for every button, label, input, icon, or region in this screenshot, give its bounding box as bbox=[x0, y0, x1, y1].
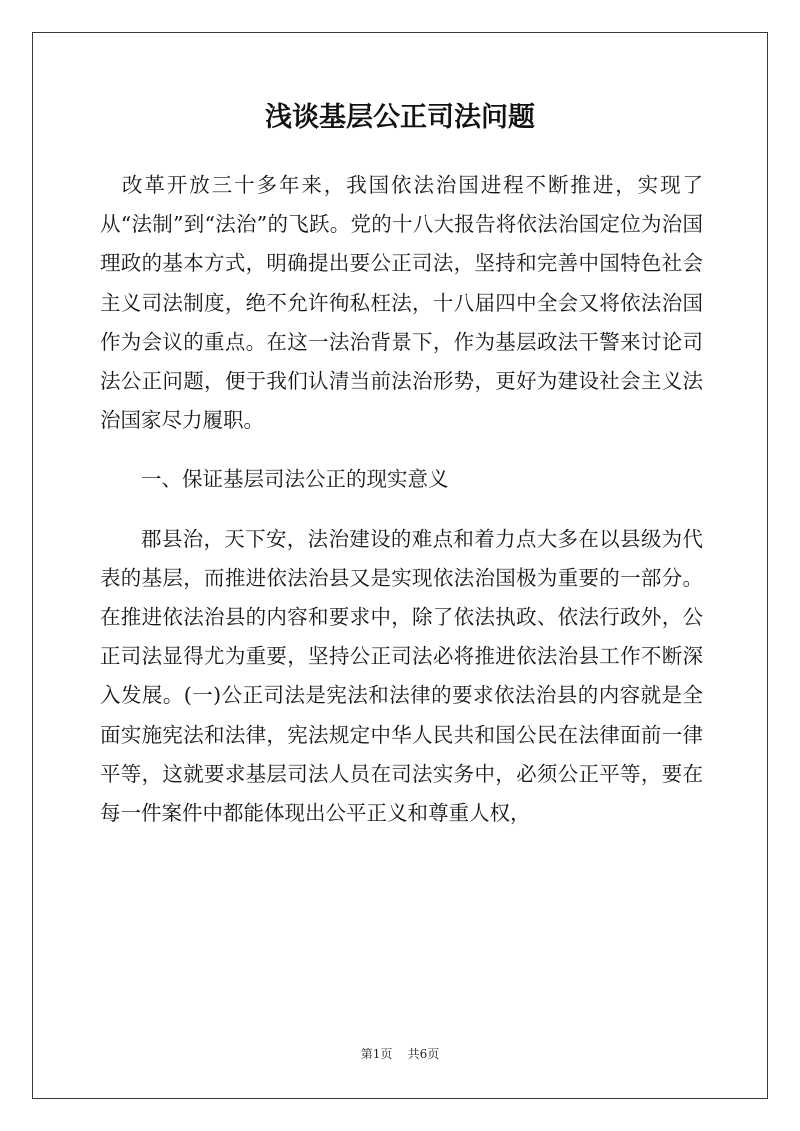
document-title: 浅谈基层公正司法问题 bbox=[265, 102, 535, 133]
section-heading: 一、保证基层司法公正的现实意义 bbox=[141, 467, 449, 492]
paragraph-section-1: 郡县治，天下安，法治建设的难点和着力点大多在以县级为代表的基层，而推进依法治县又是实现依法治国极为重要的一部分。在推进依法治县的内容和要求中，除了依法执政、依法行政外，公正司法显得尤为重要，坚持公正司法必将推进依法治县工作不断深入发展。(一)公正司法是宪法和法律的要求依法治县的内容就是全面实施宪法和法律，宪法规定中华人民共和国公民在法律面前一律平等，这就要求基层司法人员在司法实务中，必须公正平等，要在每一件案件中都能体现出公平正义和尊重人权， bbox=[100, 526, 703, 826]
document-body bbox=[100, 166, 703, 853]
paragraph-intro: 改革开放三十多年来，我国依法治国进程不断推进，实现了从“法制”到“法治”的飞跃。党的十八大报告将依法治国定位为治国理政的基本方式，明确提出要公正司法，坚持和完善中国特色社会主义司法制度，绝不允许徇私枉法，十八届四中全会又将依法治国作为会议的重点。在这一法治背景下，作为基层政法干警来讨论司法公正问题，便于我们认清当前法治形势，更好为建设社会主义法治国家尽力履职。 bbox=[100, 173, 703, 433]
page-footer: 第1页 共6页 bbox=[360, 1047, 440, 1061]
